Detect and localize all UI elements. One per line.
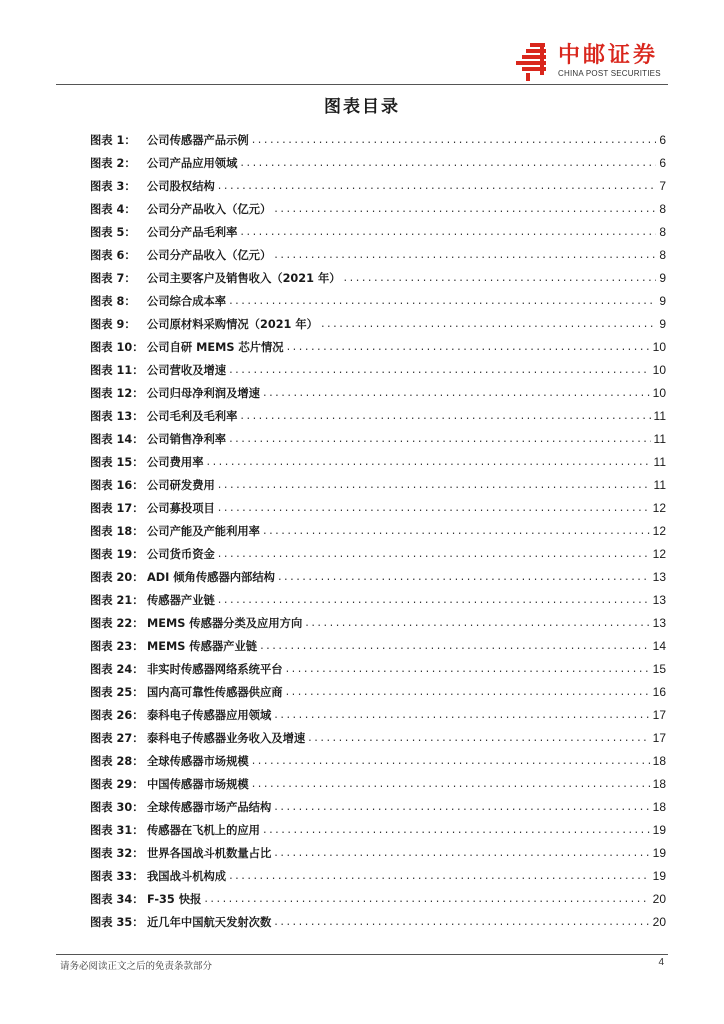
toc-entry[interactable]: [90, 772, 666, 795]
toc-entry-page: 20: [652, 891, 666, 906]
toc-entry-title: 公司销售净利率: [147, 432, 227, 446]
toc-entry-label: 图表 18：: [90, 524, 144, 538]
toc-entry-page: 20: [652, 914, 666, 929]
company-logo: [514, 42, 669, 82]
toc-entry[interactable]: [90, 795, 666, 818]
toc-dot-leader: [263, 524, 650, 537]
toc-dot-leader: [286, 685, 650, 698]
toc-dot-leader: [305, 616, 649, 629]
toc-entry-label: 图表 17：: [90, 501, 144, 515]
toc-entry-page: 19: [652, 845, 666, 860]
toc-entry-label: 图表 19：: [90, 547, 144, 561]
toc-entry[interactable]: [90, 611, 666, 634]
toc-entry[interactable]: [90, 174, 666, 197]
toc-entry-label: 图表 34：: [90, 892, 144, 906]
toc-entry[interactable]: [90, 197, 666, 220]
toc-entry[interactable]: [90, 657, 666, 680]
toc-entry-title: 泰科电子传感器应用领域: [147, 708, 272, 722]
toc-entry-page: 15: [652, 661, 666, 676]
toc-dot-leader: [240, 409, 650, 422]
toc-dot-leader: [207, 455, 651, 468]
toc-entry-title: 公司主要客户及销售收入（2021 年）: [147, 271, 341, 285]
toc-dot-leader: [252, 754, 650, 767]
toc-entry-title: 世界各国战斗机数量占比: [147, 846, 272, 860]
toc-entry-label: 图表 27：: [90, 731, 144, 745]
toc-entry-label: 图表 8：: [90, 294, 136, 308]
toc-dot-leader: [252, 777, 650, 790]
toc-dot-leader: [308, 731, 649, 744]
toc-entry-label: 图表 21：: [90, 593, 144, 607]
toc-entry[interactable]: [90, 910, 666, 933]
toc-entry-page: 8: [659, 224, 666, 239]
toc-entry-label: 图表 26：: [90, 708, 144, 722]
toc-entry-label: 图表 7：: [90, 271, 136, 285]
toc-entry-title: 国内高可靠性传感器供应商: [147, 685, 283, 699]
toc-entry-title: 公司营收及增速: [147, 363, 227, 377]
toc-entry-title: F-35 快报: [147, 892, 202, 906]
toc-dot-leader: [274, 846, 649, 859]
toc-entry[interactable]: [90, 450, 666, 473]
toc-dot-leader: [218, 547, 650, 560]
toc-entry-page: 13: [652, 569, 666, 584]
toc-entry-page: 13: [652, 592, 666, 607]
toc-entry-page: 6: [659, 155, 666, 170]
toc-entry[interactable]: [90, 542, 666, 565]
toc-entry-page: 14: [652, 638, 666, 653]
toc-entry-title: ADI 倾角传感器内部结构: [147, 570, 275, 584]
toc-entry-label: 图表 10：: [90, 340, 144, 354]
toc-entry-title: 公司研发费用: [147, 478, 215, 492]
toc-entry-page: 12: [652, 523, 666, 538]
toc-entry[interactable]: [90, 243, 666, 266]
toc-dot-leader: [252, 133, 657, 146]
logo-english-name: CHINA POST SECURITIES: [558, 69, 661, 78]
toc-entry-label: 图表 16：: [90, 478, 144, 492]
toc-entry-label: 图表 29：: [90, 777, 144, 791]
toc-dot-leader: [240, 225, 656, 238]
toc-entry[interactable]: [90, 634, 666, 657]
toc-entry-label: 图表 12：: [90, 386, 144, 400]
toc-entry-label: 图表 30：: [90, 800, 144, 814]
toc-entry-page: 8: [659, 201, 666, 216]
toc-entry-label: 图表 25：: [90, 685, 144, 699]
toc-entry-page: 13: [652, 615, 666, 630]
toc-entry-label: 图表 31：: [90, 823, 144, 837]
toc-entry-label: 图表 11：: [90, 363, 144, 377]
toc-entry-title: 公司归母净利润及增速: [147, 386, 260, 400]
toc-entry-title: 公司原材料采购情况（2021 年）: [147, 317, 318, 331]
toc-entry-title: 公司货币资金: [147, 547, 215, 561]
toc-entry[interactable]: [90, 128, 666, 151]
toc-entry-label: 图表 13：: [90, 409, 144, 423]
toc-entry-page: 11: [653, 408, 666, 423]
toc-entry-page: 16: [652, 684, 666, 699]
toc-entry-title: 公司传感器产品示例: [147, 133, 249, 147]
toc-entry-label: 图表 5：: [90, 225, 136, 239]
toc-dot-leader: [263, 386, 650, 399]
toc-entry-page: 11: [653, 431, 666, 446]
toc-entry-page: 9: [659, 293, 666, 308]
toc-dot-leader: [274, 248, 656, 261]
toc-entry-label: 图表 2：: [90, 156, 136, 170]
toc-dot-leader: [263, 823, 650, 836]
toc-entry[interactable]: [90, 818, 666, 841]
toc-entry-title: 公司产品应用领域: [147, 156, 238, 170]
toc-entry-label: 图表 9：: [90, 317, 136, 331]
toc-entry-label: 图表 28：: [90, 754, 144, 768]
page-title: 图表目录: [324, 97, 400, 117]
toc-entry-title: 公司分产品收入（亿元）: [147, 202, 272, 216]
toc-entry-label: 图表 24：: [90, 662, 144, 676]
toc-dot-leader: [286, 662, 650, 675]
toc-entry-title: 中国传感器市场规模: [147, 777, 249, 791]
toc-entry[interactable]: [90, 266, 666, 289]
toc-dot-leader: [274, 708, 649, 721]
footer-disclaimer: 请务必阅读正文之后的免责条款部分: [60, 961, 213, 972]
toc-entry-label: 图表 22：: [90, 616, 144, 630]
toc-entry[interactable]: [90, 427, 666, 450]
toc-entry-page: 10: [652, 339, 666, 354]
toc-entry-label: 图表 35：: [90, 915, 144, 929]
page-number: 4: [658, 957, 664, 968]
toc-entry-label: 图表 20：: [90, 570, 144, 584]
toc-entry[interactable]: [90, 289, 666, 312]
toc-dot-leader: [229, 432, 650, 445]
toc-entry-page: 12: [652, 500, 666, 515]
toc-entry-page: 18: [652, 753, 666, 768]
toc-entry-page: 19: [652, 822, 666, 837]
toc-dot-leader: [218, 593, 650, 606]
toc-entry[interactable]: [90, 841, 666, 864]
toc-entry[interactable]: [90, 680, 666, 703]
toc-entry-title: 泰科电子传感器业务收入及增速: [147, 731, 306, 745]
toc-dot-leader: [287, 340, 650, 353]
toc-entry[interactable]: [90, 381, 666, 404]
toc-entry-page: 8: [659, 247, 666, 262]
toc-entry[interactable]: [90, 864, 666, 887]
toc-entry-page: 9: [659, 270, 666, 285]
toc-entry[interactable]: [90, 312, 666, 335]
toc-entry-title: 公司分产品毛利率: [147, 225, 238, 239]
toc-entry-label: 图表 1：: [90, 133, 136, 147]
toc-entry-title: 非实时传感器网络系统平台: [147, 662, 283, 676]
toc-entry-title: 传感器产业链: [147, 593, 215, 607]
toc-entry-title: 全球传感器市场规模: [147, 754, 249, 768]
toc-entry-title: 公司股权结构: [147, 179, 215, 193]
toc-dot-leader: [274, 202, 656, 215]
toc-entry-title: MEMS 传感器分类及应用方向: [147, 616, 303, 630]
header-divider: [56, 84, 668, 85]
toc-entry-page: 18: [652, 776, 666, 791]
toc-dot-leader: [229, 363, 650, 376]
toc-entry-label: 图表 6：: [90, 248, 136, 262]
toc-entry-label: 图表 23：: [90, 639, 144, 653]
toc-entry-page: 6: [659, 132, 666, 147]
china-post-logo-icon: [514, 42, 554, 82]
toc-entry-title: 公司综合成本率: [147, 294, 227, 308]
toc-entry-page: 19: [652, 868, 666, 883]
toc-entry[interactable]: [90, 220, 666, 243]
toc-entry[interactable]: [90, 749, 666, 772]
toc-dot-leader: [344, 271, 657, 284]
toc-entry[interactable]: [90, 887, 666, 910]
toc-entry-page: 18: [652, 799, 666, 814]
toc-entry-label: 图表 3：: [90, 179, 136, 193]
toc-entry[interactable]: [90, 565, 666, 588]
toc-entry-page: 10: [652, 385, 666, 400]
toc-entry-title: 公司毛利及毛利率: [147, 409, 238, 423]
toc-entry-title: 公司费用率: [147, 455, 204, 469]
toc-entry[interactable]: [90, 726, 666, 749]
toc-entry[interactable]: [90, 473, 666, 496]
toc-dot-leader: [278, 570, 650, 583]
toc-entry[interactable]: [90, 404, 666, 427]
toc-entry[interactable]: [90, 588, 666, 611]
toc-entry-page: 7: [659, 178, 666, 193]
toc-entry-title: 近几年中国航天发射次数: [147, 915, 272, 929]
toc-entry-page: 9: [659, 316, 666, 331]
toc-entry-title: 全球传感器市场产品结构: [147, 800, 272, 814]
logo-chinese-name: 中邮证券: [558, 43, 659, 68]
toc-entry[interactable]: [90, 519, 666, 542]
toc-dot-leader: [218, 179, 657, 192]
toc-entry-label: 图表 15：: [90, 455, 144, 469]
toc-dot-leader: [229, 869, 650, 882]
toc-entry[interactable]: [90, 335, 666, 358]
toc-dot-leader: [321, 317, 656, 330]
toc-entry-label: 图表 4：: [90, 202, 136, 216]
toc-dot-leader: [274, 800, 649, 813]
toc-entry-title: MEMS 传感器产业链: [147, 639, 258, 653]
toc-entry-title: 公司募投项目: [147, 501, 215, 515]
toc-entry-title: 公司分产品收入（亿元）: [147, 248, 272, 262]
toc-entry[interactable]: [90, 703, 666, 726]
toc-dot-leader: [218, 501, 650, 514]
figure-toc-list: [90, 128, 666, 933]
toc-entry-page: 17: [652, 707, 666, 722]
toc-entry-title: 公司产能及产能利用率: [147, 524, 260, 538]
toc-entry-label: 图表 14：: [90, 432, 144, 446]
toc-entry[interactable]: [90, 151, 666, 174]
toc-entry-page: 10: [652, 362, 666, 377]
toc-entry-label: 图表 32：: [90, 846, 144, 860]
toc-entry-title: 传感器在飞机上的应用: [147, 823, 260, 837]
toc-dot-leader: [218, 478, 651, 491]
toc-entry-title: 我国战斗机构成: [147, 869, 227, 883]
toc-dot-leader: [204, 892, 649, 905]
toc-entry-page: 11: [653, 454, 666, 469]
toc-dot-leader: [229, 294, 656, 307]
footer-divider: [56, 954, 668, 955]
toc-dot-leader: [274, 915, 649, 928]
toc-entry-title: 公司自研 MEMS 芯片情况: [147, 340, 284, 354]
toc-entry-page: 12: [652, 546, 666, 561]
toc-dot-leader: [240, 156, 656, 169]
toc-dot-leader: [260, 639, 650, 652]
toc-entry-page: 11: [653, 477, 666, 492]
toc-entry-page: 17: [652, 730, 666, 745]
toc-entry[interactable]: [90, 496, 666, 519]
toc-entry[interactable]: [90, 358, 666, 381]
toc-entry-label: 图表 33：: [90, 869, 144, 883]
